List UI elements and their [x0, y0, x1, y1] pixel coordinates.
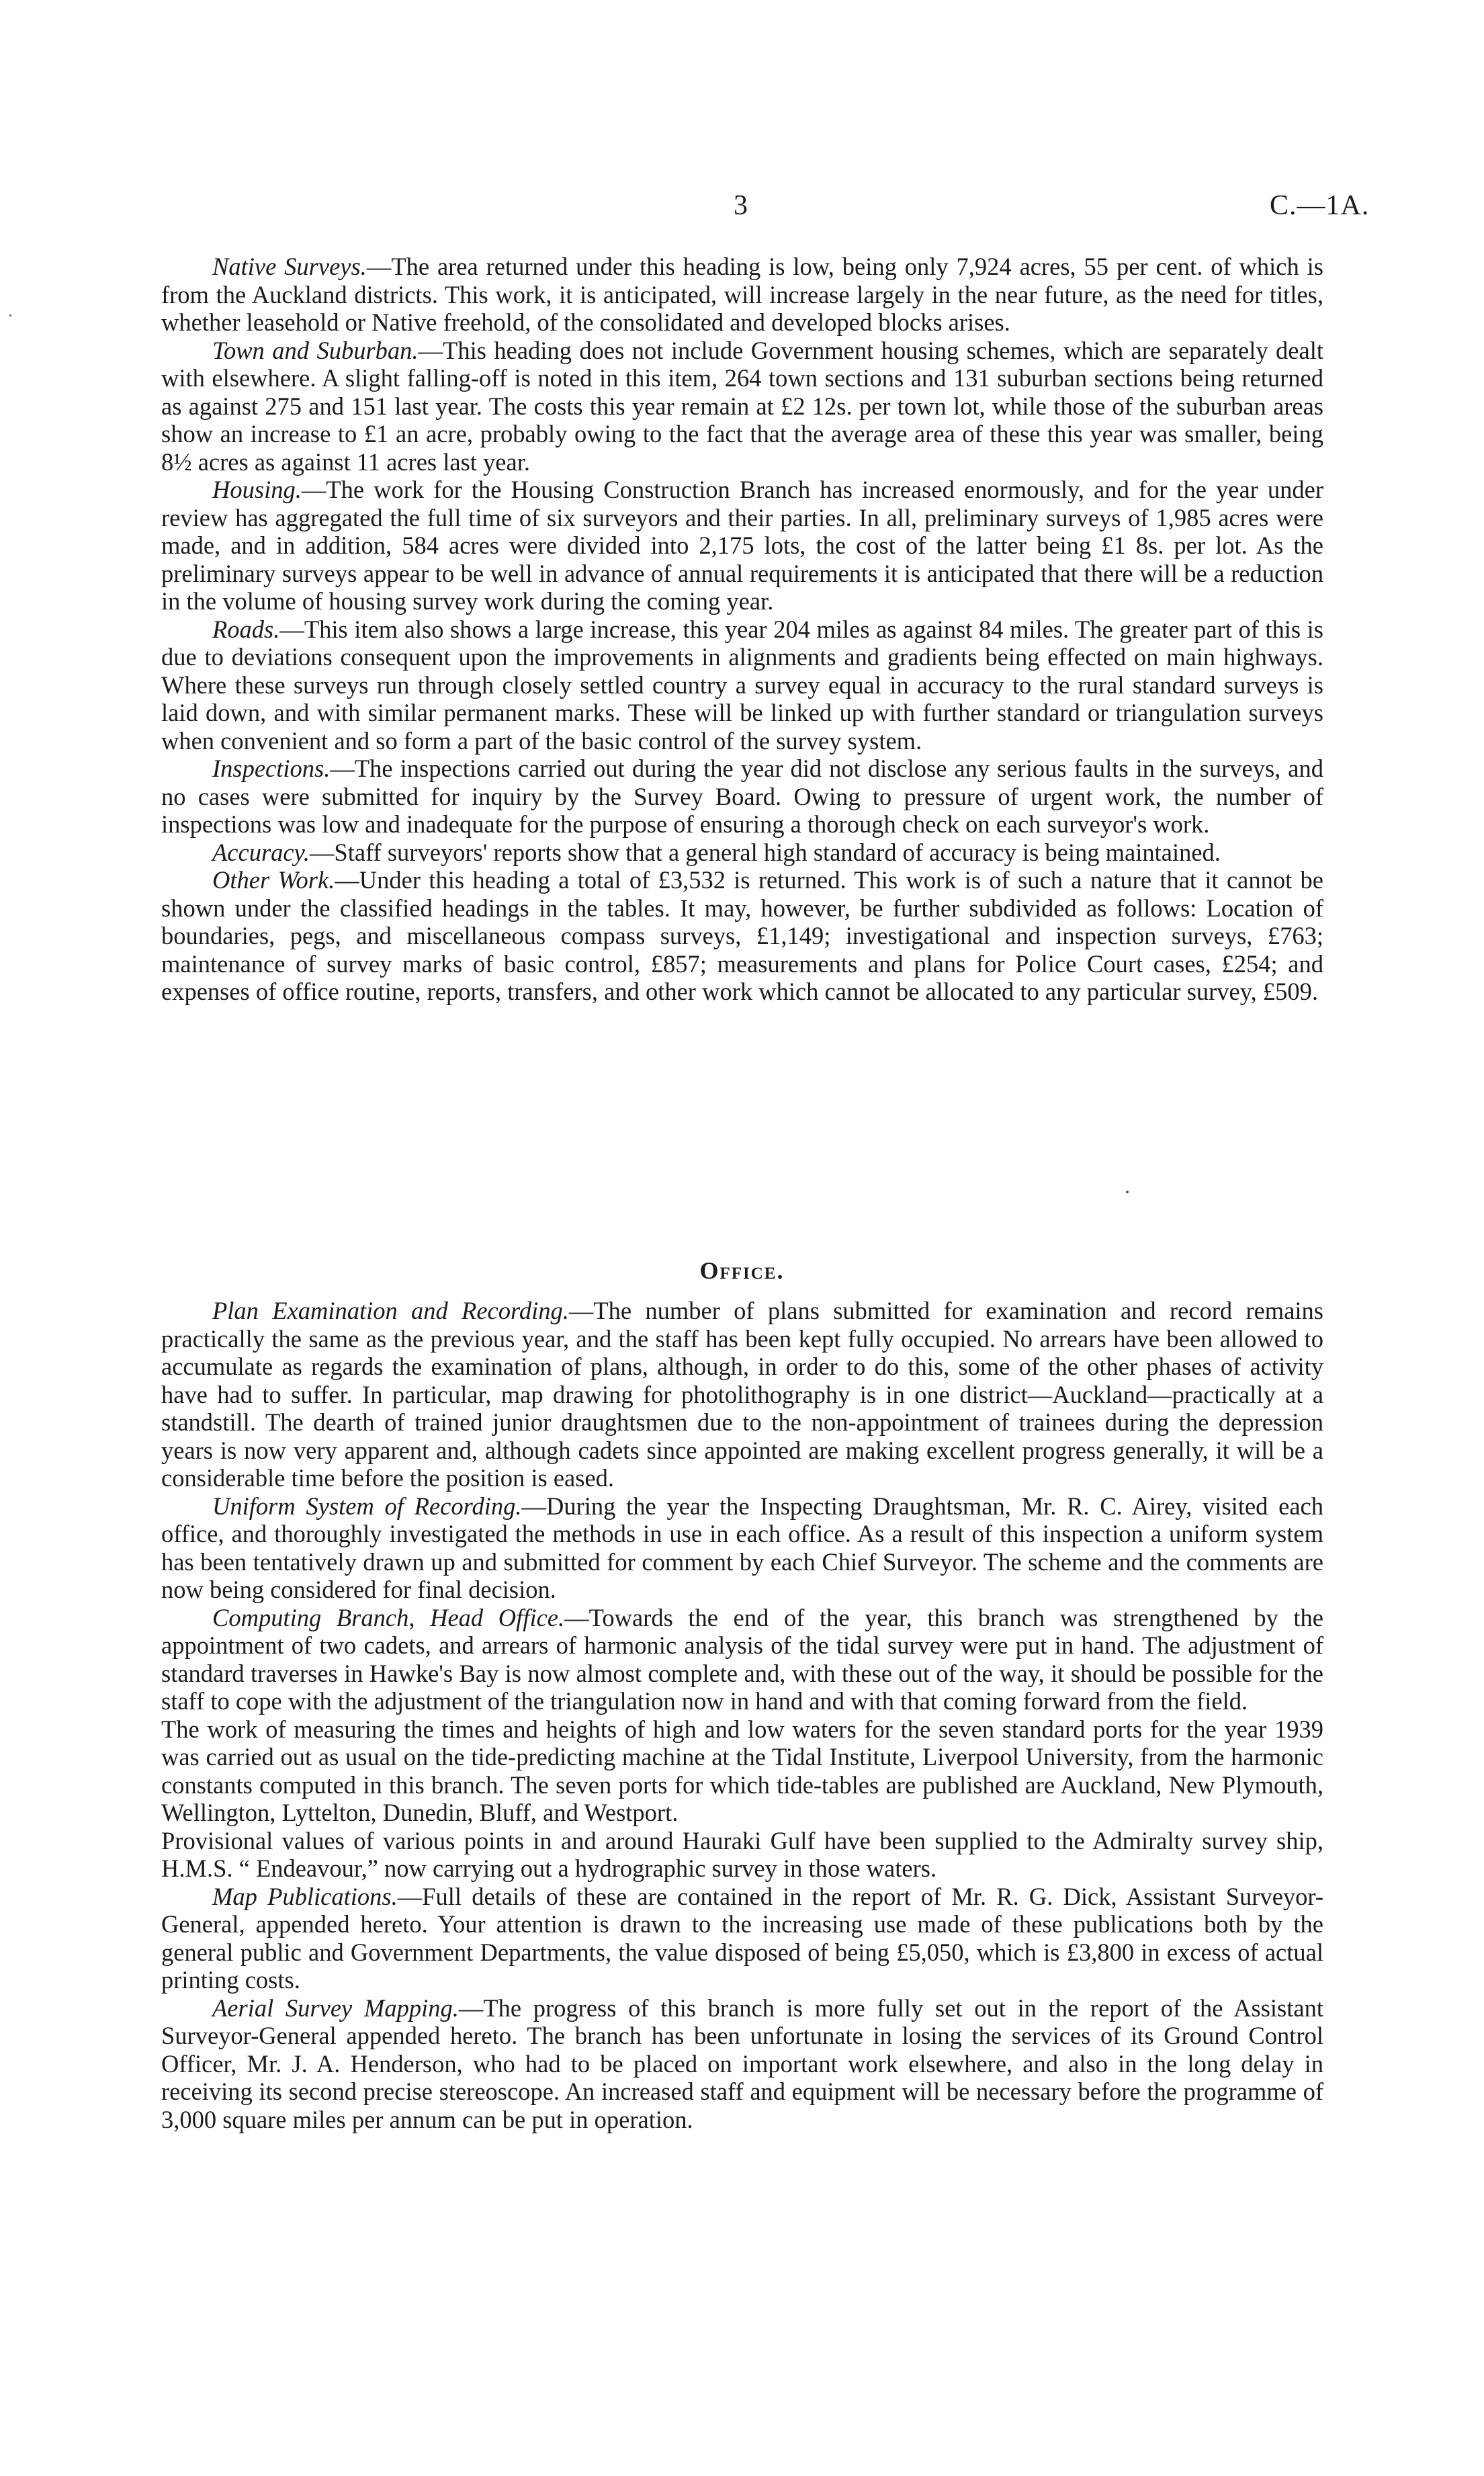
paragraph-map-publications — [161, 1883, 1323, 1994]
print-speck — [9, 314, 11, 316]
paragraph-text: —This item also shows a large increase, this year 204 miles as against 84 miles. The greater part of this is due to deviations consequent upon the improvements in alignments and gradients being effected on main highways. Where these surveys run through closely settled country a survey equal in accuracy to the rural standard surveys is laid down, and with similar permanent marks. These will be linked up with further standard or triangulation surveys when convenient and so form a part of the basic control of the survey system. — [161, 615, 1323, 755]
paragraph-plan-examination — [161, 1297, 1323, 1492]
paragraph-text: —The inspections carried out during the year did not disclose any serious faults in the surveys, and no cases were submitted for inquiry by the Survey Board. Owing to pressure of urgent work, the number of inspections was low and inadequate for the purpose of ensuring a thorough check on each surveyor's work. — [161, 755, 1323, 838]
paragraph-heading: Inspections. — [212, 755, 331, 782]
paragraph-accuracy — [161, 839, 1323, 867]
paragraph-text: —Towards the end of the year, this branch was strengthened by the appointment of two cadets, and arrears of harmonic analysis of the tidal survey were put in hand. The adjustment of standard traverses in Hawke's Bay is now almost complete and, with these out of the way, it should be possible for the staff to cope with the adjustment of the triangulation now in hand and with that coming forward from the field. — [161, 1603, 1323, 1715]
paragraph-text: The work of measuring the times and heights of high and low waters for the seven standard ports for the year 1939 was carried out as usual on the tide-predicting machine at the Tidal Institute, Liverpool University, from the harmonic constants computed in this branch. The seven ports for which tide-tables are published are Auckland, New Plymouth, Wellington, Lyttelton, Dunedin, Bluff, and Westport. — [161, 1715, 1323, 1826]
paragraph-heading: Housing. — [212, 476, 302, 503]
paragraph-text: —Under this heading a total of £3,532 is returned. This work is of such a nature that it cannot be shown under the classified headings in the tables. It may, however, be further subdivided as follows: Location of boundaries, pegs, and miscellaneous compass surveys, £1,149; investigational and inspection surveys, £763; maintenance of survey marks of basic control, £857; measurements and plans for Police Court cases, £254; and expenses of office routine, reports, transfers, and other work which cannot be allocated to any particular survey, £509. — [161, 866, 1323, 1005]
paragraph-text: —This heading does not include Government housing schemes, which are separately dealt with elsewhere. A slight falling-off is noted in this item, 264 town sections and 131 suburban sections being returned as against 275 and 151 last year. The costs this year remain at £2 12s. per town lot, while those of the suburban areas show an increase to £1 an acre, probably owing to the fact that the average area of these this year was smaller, being 8½ acres as against 11 acres last year. — [161, 336, 1323, 476]
paragraph-inspections — [161, 755, 1323, 839]
paragraph-text: —The progress of this branch is more fully set out in the report of the Assistant Surveyor-General appended hereto. The branch has been unfortunate in losing the services of its Ground Control Officer, Mr. J. A. Henderson, who had to be placed on important work elsewhere, and also in the long delay in receiving its second precise stereoscope. An increased staff and equipment will be necessary before the programme of 3,000 square miles per annum can be put in operation. — [161, 1994, 1323, 2133]
paragraph-computing-branch — [161, 1604, 1323, 1715]
paragraph-other-work — [161, 866, 1323, 1006]
paragraph-roads — [161, 615, 1323, 755]
paragraph-town-and-suburban — [161, 337, 1323, 476]
paragraph-heading: Native Surveys. — [212, 253, 367, 280]
paragraph-heading: Other Work. — [212, 866, 335, 894]
paragraph-aerial-survey — [161, 1994, 1323, 2134]
paragraph-heading: Aerial Survey Mapping. — [212, 1994, 459, 2022]
paragraph-text: —Staff surveyors' reports show that a general high standard of accuracy is being maintained. — [309, 838, 1221, 866]
paragraph-heading: Town and Suburban. — [212, 336, 419, 364]
paragraph-text: —The number of plans submitted for examination and record remains practically the same as the previous year, and the staff has been kept fully occupied. No arrears have been allowed to accumulate as regards the examination of plans, although, in order to do this, some of the other phases of activity have had to suffer. In particular, map drawing for photolithography is in one district—Auckland—practically at a standstill. The dearth of trained junior draughtsmen due to the non-appointment of trainees during the depression years is now very apparent and, although cadets since appointed are making excellent progress generally, it will be a considerable time before the position is eased. — [161, 1297, 1323, 1492]
paragraph-heading: Plan Examination and Recording. — [212, 1297, 569, 1324]
paragraph-housing — [161, 476, 1323, 615]
paragraph-uniform-system — [161, 1492, 1323, 1604]
page-number: 3 — [734, 190, 748, 221]
paragraph-heading: Accuracy. — [212, 838, 310, 866]
paragraph-text: —Full details of these are contained in the report of Mr. R. G. Dick, Assistant Surveyor-General, appended hereto. Your attention is drawn to the increasing use made of these publications both by the general public and Government Departments, the value disposed of being £5,050, which is £3,800 in excess of actual printing costs. — [161, 1882, 1323, 1994]
paragraph-heading: Computing Branch, Head Office. — [212, 1603, 565, 1631]
paragraph-tide-tables — [161, 1715, 1323, 1827]
print-speck — [1126, 1191, 1129, 1193]
office-section — [161, 1297, 1323, 2133]
paragraph-text: —The area returned under this heading is low, being only 7,924 acres, 55 per cent. of which is from the Auckland districts. This work, it is anticipated, will increase largely in the near future, as the need for titles, whether leasehold or Native freehold, of the consolidated and developed blocks arises. — [161, 253, 1323, 336]
paragraph-text: —The work for the Housing Construction Branch has increased enormously, and for the year under review has aggregated the full time of six surveyors and their parties. In all, preliminary surveys of 1,985 acres were made, and in addition, 584 acres were divided into 2,175 lots, the cost of the latter being £1 8s. per lot. As the preliminary surveys appear to be well in advance of annual requirements it is anticipated that there will be a reduction in the volume of housing survey work during the coming year. — [161, 476, 1323, 615]
paragraph-heading: Roads. — [212, 615, 280, 643]
section-title-office: Office. — [699, 1257, 785, 1284]
paragraph-heading: Uniform System of Recording. — [212, 1492, 522, 1520]
paragraph-native-surveys — [161, 253, 1323, 337]
paragraph-hauraki-gulf — [161, 1827, 1323, 1883]
paragraph-heading: Map Publications. — [212, 1882, 398, 1910]
survey-section — [161, 253, 1323, 1006]
paragraph-text: —During the year the Inspecting Draughtsman, Mr. R. C. Airey, visited each office, and thoroughly investigated the methods in use in each office. As a result of this inspection a uniform system has been tentatively drawn up and submitted for comment by each Chief Surveyor. The scheme and the comments are now being considered for final decision. — [161, 1492, 1323, 1603]
document-code: C.—1A. — [1270, 190, 1370, 221]
paragraph-text: Provisional values of various points in and around Hauraki Gulf have been supplied to the Admiralty survey ship, H.M.S. “ Endeavour,” now carrying out a hydrographic survey in those waters. — [161, 1826, 1323, 1882]
